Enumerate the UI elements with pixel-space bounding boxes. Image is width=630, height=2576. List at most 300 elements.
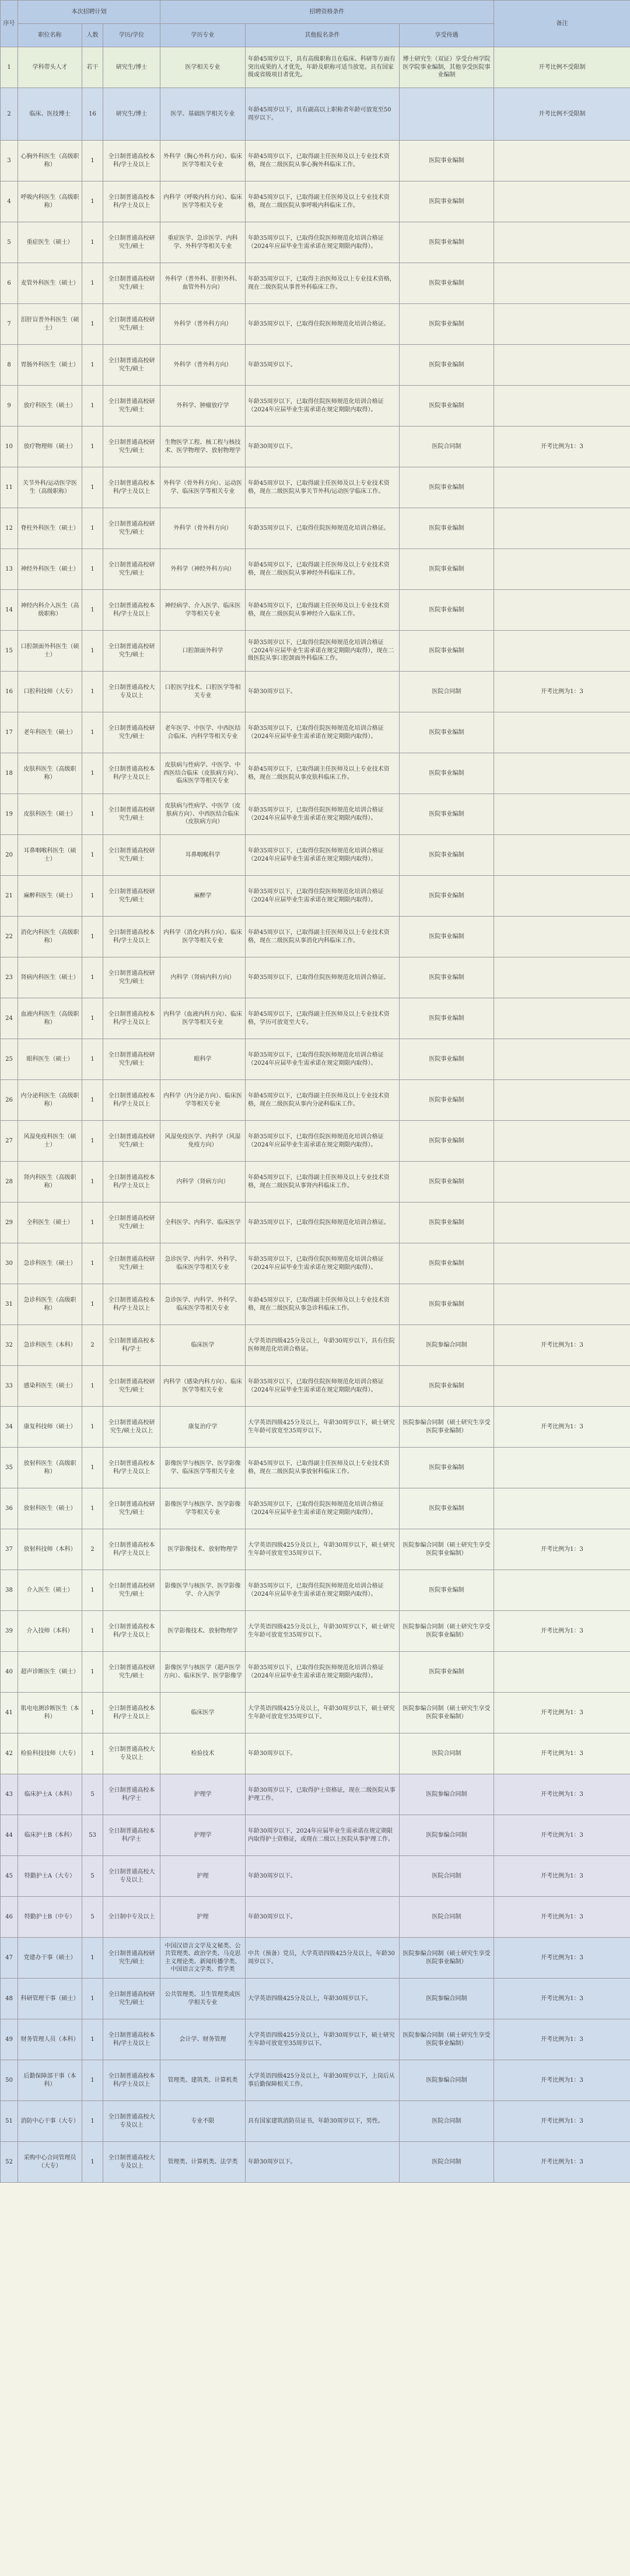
position-name: 介入医生（硕士） bbox=[18, 1570, 82, 1611]
benefit: 医院事业编制 bbox=[400, 1284, 494, 1325]
table-row bbox=[1, 1284, 630, 1325]
table-row bbox=[1, 1243, 630, 1284]
table-row bbox=[1, 1979, 630, 2019]
position-name: 皮肤科医生（硕士） bbox=[18, 794, 82, 835]
table-row bbox=[1, 1080, 630, 1121]
benefit: 医院事业编制 bbox=[400, 917, 494, 957]
benefit: 医院参编合同制 bbox=[400, 2060, 494, 2101]
header-count: 人数 bbox=[82, 24, 103, 47]
remark bbox=[494, 1162, 630, 1203]
major-requirement: 急诊医学、内科学、外科学、临床医学等相关专业 bbox=[160, 1284, 246, 1325]
education-requirement: 全日制普通高校研究生/硕士 bbox=[103, 427, 160, 467]
headcount: 5 bbox=[82, 1897, 103, 1938]
other-conditions: 大学英语四级425分及以上，年龄30周岁以下，硕士研究生年龄可放宽至35周岁以下。 bbox=[246, 1693, 400, 1733]
education-requirement: 全日制普通高校研究生/硕士 bbox=[103, 1938, 160, 1979]
benefit: 医院参编合同制 bbox=[400, 1815, 494, 1856]
position-name: 后勤保障部干事（本科） bbox=[18, 2060, 82, 2101]
major-requirement: 医学、基础医学相关专业 bbox=[160, 88, 246, 141]
education-requirement: 全日制普通高校研究生/硕士 bbox=[103, 549, 160, 590]
position-name: 急诊科医生（硕士） bbox=[18, 1243, 82, 1284]
headcount: 1 bbox=[82, 2142, 103, 2183]
row-number: 19 bbox=[1, 794, 18, 835]
other-conditions: 年龄35周岁以下，已取得住院医师规范化培训合格证。 bbox=[246, 957, 400, 998]
education-requirement: 全日制普通高校本科/学士及以上 bbox=[103, 1529, 160, 1570]
major-requirement: 内科学（呼吸内科方向）、临床医学等相关专业 bbox=[160, 181, 246, 222]
row-number: 32 bbox=[1, 1325, 18, 1366]
benefit: 医院事业编制 bbox=[400, 1162, 494, 1203]
other-conditions: 年龄45周岁以下，具有副高以上职称者年龄可放宽至50周岁以下。 bbox=[246, 88, 400, 141]
row-number: 5 bbox=[1, 222, 18, 263]
major-requirement: 管理类、计算机类、法学类 bbox=[160, 2142, 246, 2183]
education-requirement: 全日制普通高校本科/学士及以上 bbox=[103, 590, 160, 631]
other-conditions: 年龄45周岁以下，已取得副主任医师及以上专业技术资格，现在二级医院从事神经外科临床工作。 bbox=[246, 549, 400, 590]
benefit: 医院参编合同制（硕士研究生享受医院事业编制） bbox=[400, 1611, 494, 1652]
education-requirement: 全日制普通高校研究生/硕士 bbox=[103, 1366, 160, 1407]
other-conditions: 年龄45周岁以下，已取得副主任医师及以上专业技术资格，现在二级医院从事关节外科/运动医学临床工作。 bbox=[246, 467, 400, 508]
other-conditions: 具有国家建筑消防员证书，年龄30周岁以下，男性。 bbox=[246, 2101, 400, 2142]
headcount: 1 bbox=[82, 1448, 103, 1488]
benefit: 医院事业编制 bbox=[400, 222, 494, 263]
remark bbox=[494, 917, 630, 957]
other-conditions: 大学英语四级425分及以上，年龄30周岁以下，硕士研究生年龄可放宽至35周岁以下。 bbox=[246, 1611, 400, 1652]
benefit: 医院事业编制 bbox=[400, 1121, 494, 1162]
major-requirement: 外科学（骨外科方向）、运动医学、临床医学等相关专业 bbox=[160, 467, 246, 508]
header-major: 学历专业 bbox=[160, 24, 246, 47]
position-name: 肾病内科医生（硕士） bbox=[18, 957, 82, 998]
row-number: 25 bbox=[1, 1039, 18, 1080]
education-requirement: 全日制普通高校本科/学士 bbox=[103, 1774, 160, 1815]
major-requirement: 外科学（普外科方向） bbox=[160, 304, 246, 345]
benefit: 医院参编合同制（硕士研究生享受医院事业编制） bbox=[400, 1938, 494, 1979]
other-conditions: 大学英语四级425分及以上，年龄30周岁以下，具有住院医师规范化培训合格证。 bbox=[246, 1325, 400, 1366]
headcount: 1 bbox=[82, 181, 103, 222]
other-conditions: 大学英语四级425分及以上，年龄30周岁以下，硕士研究生年龄可放宽至35周岁以下。 bbox=[246, 1407, 400, 1448]
benefit: 医院事业编制 bbox=[400, 549, 494, 590]
education-requirement: 全日制普通高校本科/学士及以上 bbox=[103, 467, 160, 508]
education-requirement: 全日制普通高校研究生/硕士 bbox=[103, 304, 160, 345]
headcount: 1 bbox=[82, 141, 103, 181]
education-requirement: 全日制普通高校研究生/硕士 bbox=[103, 631, 160, 672]
row-number: 24 bbox=[1, 998, 18, 1039]
headcount: 1 bbox=[82, 1243, 103, 1284]
position-name: 重症医生（硕士） bbox=[18, 222, 82, 263]
headcount: 1 bbox=[82, 1979, 103, 2019]
table-row bbox=[1, 1162, 630, 1203]
major-requirement: 内科学（肾病方向） bbox=[160, 1162, 246, 1203]
table-row bbox=[1, 1325, 630, 1366]
major-requirement: 影像医学与核医学（超声医学方向）、临床医学、医学影像学 bbox=[160, 1652, 246, 1693]
position-name: 耳鼻咽喉科医生（硕士） bbox=[18, 835, 82, 876]
remark: 开考比例为1：3 bbox=[494, 1856, 630, 1897]
row-number: 4 bbox=[1, 181, 18, 222]
table-row bbox=[1, 1815, 630, 1856]
table-row bbox=[1, 753, 630, 794]
other-conditions: 年龄35周岁以下，已取得住院医师规范化培训合格证（2024年应届毕业生需承诺在规定期限内取得）。 bbox=[246, 1652, 400, 1693]
remark: 开考比例不受限制 bbox=[494, 88, 630, 141]
education-requirement: 全日制普通高校研究生/硕士 bbox=[103, 263, 160, 304]
benefit: 医院事业编制 bbox=[400, 386, 494, 427]
table-row bbox=[1, 672, 630, 712]
position-name: 科研管理干事（硕士） bbox=[18, 1979, 82, 2019]
position-name: 口腔颌面外科医生（硕士） bbox=[18, 631, 82, 672]
position-name: 临床护士B（本科） bbox=[18, 1815, 82, 1856]
benefit: 医院事业编制 bbox=[400, 957, 494, 998]
table-row bbox=[1, 222, 630, 263]
other-conditions: 年龄45周岁以下，已取得副主任医师及以上专业技术资格，现在二级医院从事皮肤科临床工作。 bbox=[246, 753, 400, 794]
remark bbox=[494, 1652, 630, 1693]
table-row bbox=[1, 1611, 630, 1652]
other-conditions: 年龄45周岁以下，已取得副主任医师及以上专业技术资格，现在二级医院从事肾内科临床工作。 bbox=[246, 1162, 400, 1203]
headcount: 5 bbox=[82, 1856, 103, 1897]
table-row bbox=[1, 47, 630, 88]
major-requirement: 皮肤病与性病学、中医学、中西医结合临床（皮肤病方向）、临床医学等相关专业 bbox=[160, 753, 246, 794]
education-requirement: 全日制普通高校研究生/硕士 bbox=[103, 1570, 160, 1611]
headcount: 1 bbox=[82, 998, 103, 1039]
position-name: 消防中心干事（大专） bbox=[18, 2101, 82, 2142]
education-requirement: 全日制普通高校研究生/硕士 bbox=[103, 1203, 160, 1243]
table-row bbox=[1, 2060, 630, 2101]
remark: 开考比例为1：3 bbox=[494, 427, 630, 467]
header-benefit: 享受待遇 bbox=[400, 24, 494, 47]
remark: 开考比例为1：3 bbox=[494, 1529, 630, 1570]
major-requirement: 影像医学与核医学、医学影像学、介入医学 bbox=[160, 1570, 246, 1611]
education-requirement: 全日制普通高校本科/学士及以上 bbox=[103, 181, 160, 222]
benefit: 医院事业编制 bbox=[400, 712, 494, 753]
position-name: 神经内科介入医生（高级职称） bbox=[18, 590, 82, 631]
position-name: 麦管外科医生（硕士） bbox=[18, 263, 82, 304]
other-conditions: 年龄35周岁以下，已取得住院医师规范化培训合格证（2024年应届毕业生需承诺在规定期限内取得）。 bbox=[246, 1366, 400, 1407]
row-number: 3 bbox=[1, 141, 18, 181]
row-number: 20 bbox=[1, 835, 18, 876]
education-requirement: 全日制普通高校研究生/硕士 bbox=[103, 957, 160, 998]
row-number: 33 bbox=[1, 1366, 18, 1407]
education-requirement: 全日制普通高校研究生/硕士 bbox=[103, 1979, 160, 2019]
other-conditions: 年龄30周岁以下，2024年应届毕业生需承诺在规定期限内取得护士资格证，或现在二级以上医院从事护理工作。 bbox=[246, 1815, 400, 1856]
major-requirement: 耳鼻咽喉科学 bbox=[160, 835, 246, 876]
remark bbox=[494, 835, 630, 876]
education-requirement: 全日制普通高校研究生/硕士 bbox=[103, 1243, 160, 1284]
benefit: 医院合同制 bbox=[400, 1733, 494, 1774]
headcount: 若干 bbox=[82, 47, 103, 88]
position-name: 特勤护士A（大专） bbox=[18, 1856, 82, 1897]
major-requirement: 急诊医学、内科学、外科学、临床医学等相关专业 bbox=[160, 1243, 246, 1284]
row-number: 27 bbox=[1, 1121, 18, 1162]
remark bbox=[494, 712, 630, 753]
education-requirement: 全日制普通高校本科/学士及以上 bbox=[103, 1448, 160, 1488]
major-requirement: 医学相关专业 bbox=[160, 47, 246, 88]
other-conditions: 年龄35周岁以下，已取得住院医师规范化培训合格证（2024年应届毕业生需承诺在规定期限内取得）。 bbox=[246, 1121, 400, 1162]
benefit: 医院事业编制 bbox=[400, 1039, 494, 1080]
table-row bbox=[1, 345, 630, 386]
position-name: 急诊科医生（本科） bbox=[18, 1325, 82, 1366]
remark bbox=[494, 181, 630, 222]
benefit: 医院事业编制 bbox=[400, 181, 494, 222]
education-requirement: 全日制普通高校研究生/硕士 bbox=[103, 1039, 160, 1080]
major-requirement: 神经病学、介入医学、临床医学等相关专业 bbox=[160, 590, 246, 631]
headcount: 1 bbox=[82, 1488, 103, 1529]
benefit bbox=[400, 88, 494, 141]
other-conditions: 年龄35周岁以下，已取得主治医师及以上专业技术资格，现在二级医院从事普外科临床工作。 bbox=[246, 263, 400, 304]
education-requirement: 全日制普通高校本科/学士及以上 bbox=[103, 2060, 160, 2101]
header-req-group: 招聘资格条件 bbox=[160, 1, 494, 24]
table-row bbox=[1, 1366, 630, 1407]
benefit: 医院合同制 bbox=[400, 2101, 494, 2142]
other-conditions: 年龄45周岁以下，已取得副主任医师及以上专业技术资格，现在二级医院从事神经介入临床工作。 bbox=[246, 590, 400, 631]
remark bbox=[494, 549, 630, 590]
major-requirement: 医学影像技术、放射物理学 bbox=[160, 1611, 246, 1652]
table-row bbox=[1, 1488, 630, 1529]
table-row bbox=[1, 1938, 630, 1979]
major-requirement: 外科学（普外科、肝胆外科、血管外科方向） bbox=[160, 263, 246, 304]
headcount: 1 bbox=[82, 753, 103, 794]
benefit: 医院参编合同制（硕士研究生享受医院事业编制） bbox=[400, 1529, 494, 1570]
remark: 开考比例为1：3 bbox=[494, 1611, 630, 1652]
position-name: 老年科医生（硕士） bbox=[18, 712, 82, 753]
benefit: 医院参编合同制 bbox=[400, 1979, 494, 2019]
other-conditions: 大学英语四级425分及以上，年龄30周岁以下，硕士研究生年龄可放宽至35周岁以下。 bbox=[246, 1529, 400, 1570]
major-requirement: 中国汉语言文学及文秘类、公共管理类、政治学类、马克思主义理论类、新闻传播学类、中国语言文学类、哲学类 bbox=[160, 1938, 246, 1979]
headcount: 1 bbox=[82, 508, 103, 549]
education-requirement: 全日制普通高校本科/学士及以上 bbox=[103, 753, 160, 794]
other-conditions: 年龄30周岁以下。 bbox=[246, 2142, 400, 2183]
major-requirement: 全科医学、内科学、临床医学 bbox=[160, 1203, 246, 1243]
row-number: 31 bbox=[1, 1284, 18, 1325]
row-number: 29 bbox=[1, 1203, 18, 1243]
education-requirement: 全日制普通高校大专及以上 bbox=[103, 1733, 160, 1774]
headcount: 1 bbox=[82, 1407, 103, 1448]
row-number: 12 bbox=[1, 508, 18, 549]
position-name: 关节外科/运动医学医生（高级职称） bbox=[18, 467, 82, 508]
headcount: 1 bbox=[82, 957, 103, 998]
table-row bbox=[1, 1733, 630, 1774]
other-conditions: 年龄35周岁以下，已取得住院医师规范化培训合格证（2024年应届毕业生需承诺在规定期限内取得）。 bbox=[246, 1039, 400, 1080]
headcount: 1 bbox=[82, 1693, 103, 1733]
table-row bbox=[1, 549, 630, 590]
major-requirement: 重症医学、急诊医学、内科学、外科学等相关专业 bbox=[160, 222, 246, 263]
benefit: 医院合同制 bbox=[400, 427, 494, 467]
remark: 开考比例为1：3 bbox=[494, 672, 630, 712]
headcount: 5 bbox=[82, 1774, 103, 1815]
other-conditions: 年龄45周岁以下，已取得副主任医师及以上专业技术资格，现在二级医院从事呼吸内科临床工作。 bbox=[246, 181, 400, 222]
row-number: 22 bbox=[1, 917, 18, 957]
major-requirement: 会计学、财务管理 bbox=[160, 2019, 246, 2060]
benefit: 医院合同制 bbox=[400, 672, 494, 712]
row-number: 16 bbox=[1, 672, 18, 712]
position-name: 眼科医生（硕士） bbox=[18, 1039, 82, 1080]
row-number: 42 bbox=[1, 1733, 18, 1774]
education-requirement: 全日制普通高校本科/学士及以上 bbox=[103, 2019, 160, 2060]
remark bbox=[494, 386, 630, 427]
position-name: 神经外科医生（硕士） bbox=[18, 549, 82, 590]
other-conditions: 年龄30周岁以下。 bbox=[246, 1733, 400, 1774]
benefit: 医院参编合同制（硕士研究生享受医院事业编制） bbox=[400, 1407, 494, 1448]
position-name: 泪肝盲普外科医生（硕士） bbox=[18, 304, 82, 345]
benefit: 医院事业编制 bbox=[400, 1570, 494, 1611]
table-row bbox=[1, 386, 630, 427]
other-conditions: 年龄45周岁以下，已取得副主任医师及以上专业技术资格，现在二级医院从事消化内科临床工作。 bbox=[246, 917, 400, 957]
education-requirement: 全日制普通高校本科/学士及以上 bbox=[103, 1080, 160, 1121]
row-number: 34 bbox=[1, 1407, 18, 1448]
row-number: 23 bbox=[1, 957, 18, 998]
other-conditions: 年龄35周岁以下，已取得住院医师规范化培训合格证（2024年应届毕业生需承诺在规定期限内取得）。 bbox=[246, 1488, 400, 1529]
table-row bbox=[1, 1856, 630, 1897]
headcount: 1 bbox=[82, 1203, 103, 1243]
remark bbox=[494, 1121, 630, 1162]
position-name: 放射科医生（高级职称） bbox=[18, 1448, 82, 1488]
remark bbox=[494, 1039, 630, 1080]
major-requirement: 风湿免疫医学、内科学（风湿免疫方向） bbox=[160, 1121, 246, 1162]
headcount: 1 bbox=[82, 1570, 103, 1611]
other-conditions: 年龄45周岁以下，已取得副主任医师及以上专业技术资格，现在二级医院从事放射科临床工作。 bbox=[246, 1448, 400, 1488]
table-row bbox=[1, 1570, 630, 1611]
remark bbox=[494, 794, 630, 835]
remark bbox=[494, 631, 630, 672]
headcount: 1 bbox=[82, 2101, 103, 2142]
header-other: 其他报名条件 bbox=[246, 24, 400, 47]
headcount: 1 bbox=[82, 1162, 103, 1203]
headcount: 1 bbox=[82, 631, 103, 672]
other-conditions: 年龄45周岁以下，具有高级职称且在临床、科研等方面有突出成果的人才优先，年龄及职称可适当放宽。具有国家级或省级项目者优先。 bbox=[246, 47, 400, 88]
headcount: 1 bbox=[82, 1284, 103, 1325]
benefit: 医院事业编制 bbox=[400, 1366, 494, 1407]
table-row bbox=[1, 998, 630, 1039]
benefit: 医院参编合同制（硕士研究生享受医院事业编制） bbox=[400, 1693, 494, 1733]
headcount: 1 bbox=[82, 1733, 103, 1774]
position-name: 脊柱外科医生（硕士） bbox=[18, 508, 82, 549]
headcount: 1 bbox=[82, 1652, 103, 1693]
benefit: 医院事业编制 bbox=[400, 1488, 494, 1529]
benefit: 医院事业编制 bbox=[400, 345, 494, 386]
other-conditions: 年龄35周岁以下，已取得住院医师规范化培训合格证（2024年应届毕业生需承诺在规定期限内取得）。 bbox=[246, 1570, 400, 1611]
education-requirement: 全日制普通高校大专及以上 bbox=[103, 672, 160, 712]
position-name: 肌电电测诊断医生（本科） bbox=[18, 1693, 82, 1733]
remark bbox=[494, 1203, 630, 1243]
benefit: 医院参编合同制（硕士研究生享受医院事业编制） bbox=[400, 2019, 494, 2060]
major-requirement: 影像医学与核医学、医学影像学等相关专业 bbox=[160, 1488, 246, 1529]
headcount: 1 bbox=[82, 917, 103, 957]
education-requirement: 全日制普通高校本科/学士及以上 bbox=[103, 917, 160, 957]
row-number: 15 bbox=[1, 631, 18, 672]
header-num: 序号 bbox=[1, 1, 18, 47]
major-requirement: 麻醉学 bbox=[160, 876, 246, 917]
position-name: 心胸外科医生（高级职称） bbox=[18, 141, 82, 181]
row-number: 50 bbox=[1, 2060, 18, 2101]
remark bbox=[494, 590, 630, 631]
education-requirement: 研究生/博士 bbox=[103, 88, 160, 141]
remark: 开考比例为1：3 bbox=[494, 1407, 630, 1448]
remark bbox=[494, 1284, 630, 1325]
education-requirement: 全日制普通高校研究生/硕士 bbox=[103, 835, 160, 876]
table-row bbox=[1, 467, 630, 508]
table-row bbox=[1, 1652, 630, 1693]
table-row bbox=[1, 590, 630, 631]
other-conditions: 年龄45周岁以下，已取得副主任医师及以上专业技术资格，现在二级医院从事急诊科临床工作。 bbox=[246, 1284, 400, 1325]
major-requirement: 外科学（胸心外科方向）、临床医学等相关专业 bbox=[160, 141, 246, 181]
headcount: 1 bbox=[82, 222, 103, 263]
education-requirement: 全日制普通高校大专及以上 bbox=[103, 2142, 160, 2183]
position-name: 血液内科医生（高级职称） bbox=[18, 998, 82, 1039]
remark bbox=[494, 467, 630, 508]
position-name: 介入技师（本科） bbox=[18, 1611, 82, 1652]
benefit: 医院事业编制 bbox=[400, 876, 494, 917]
other-conditions: 年龄35周岁以下，已取得住院医师规范化培训合格证。 bbox=[246, 1203, 400, 1243]
remark bbox=[494, 345, 630, 386]
education-requirement: 全日制普通高校本科/学士及以上 bbox=[103, 1611, 160, 1652]
education-requirement: 全日制普通高校研究生/硕士 bbox=[103, 794, 160, 835]
major-requirement: 康复治疗学 bbox=[160, 1407, 246, 1448]
table-row bbox=[1, 181, 630, 222]
major-requirement: 口腔医学技术、口腔医学等相关专业 bbox=[160, 672, 246, 712]
position-name: 皮肤科医生（高级职称） bbox=[18, 753, 82, 794]
benefit: 医院事业编制 bbox=[400, 753, 494, 794]
remark: 开考比例为1：3 bbox=[494, 1815, 630, 1856]
table-row bbox=[1, 1121, 630, 1162]
major-requirement: 老年医学、中医学、中西医结合临床、内科学等相关专业 bbox=[160, 712, 246, 753]
remark bbox=[494, 753, 630, 794]
benefit: 医院事业编制 bbox=[400, 304, 494, 345]
major-requirement: 眼科学 bbox=[160, 1039, 246, 1080]
remark: 开考比例为1：3 bbox=[494, 1733, 630, 1774]
headcount: 1 bbox=[82, 549, 103, 590]
benefit: 医院事业编制 bbox=[400, 631, 494, 672]
table-row bbox=[1, 1693, 630, 1733]
position-name: 检验科技技师（大专） bbox=[18, 1733, 82, 1774]
header-education: 学历/学位 bbox=[103, 24, 160, 47]
remark: 开考比例为1：3 bbox=[494, 2019, 630, 2060]
row-number: 30 bbox=[1, 1243, 18, 1284]
benefit: 医院事业编制 bbox=[400, 1652, 494, 1693]
major-requirement: 管理类、建筑类、计算机类 bbox=[160, 2060, 246, 2101]
row-number: 28 bbox=[1, 1162, 18, 1203]
other-conditions: 大学英语四级425分及以上，年龄30周岁以下，硕士研究生年龄可放宽至35周岁以下。 bbox=[246, 2019, 400, 2060]
table-row bbox=[1, 1407, 630, 1448]
row-number: 36 bbox=[1, 1488, 18, 1529]
major-requirement: 内科学（内分泌方向）、临床医学等相关专业 bbox=[160, 1080, 246, 1121]
major-requirement: 生物医学工程、核工程与核技术、医学物理学、放射物理学 bbox=[160, 427, 246, 467]
row-number: 17 bbox=[1, 712, 18, 753]
other-conditions: 中共（预备）党员，大学英语四级425分及以上，年龄30周岁以下。 bbox=[246, 1938, 400, 1979]
major-requirement: 内科学（肾病内科方向） bbox=[160, 957, 246, 998]
other-conditions: 年龄45周岁以下，已取得副主任医师及以上专业技术资格，学历可放宽至大专。 bbox=[246, 998, 400, 1039]
headcount: 1 bbox=[82, 876, 103, 917]
major-requirement: 护理 bbox=[160, 1897, 246, 1938]
education-requirement: 全日制普通高校研究生/硕士 bbox=[103, 876, 160, 917]
other-conditions: 年龄35周岁以下，已取得住院医师规范化培训合格证（2024年应届毕业生需承诺在规定期限内取得）。 bbox=[246, 1243, 400, 1284]
row-number: 2 bbox=[1, 88, 18, 141]
position-name: 财务管理人员（本科） bbox=[18, 2019, 82, 2060]
remark: 开考比例为1：3 bbox=[494, 1938, 630, 1979]
education-requirement: 全日制普通高校本科/学士 bbox=[103, 1325, 160, 1366]
education-requirement: 全日制普通高校大专及以上 bbox=[103, 1856, 160, 1897]
table-row bbox=[1, 427, 630, 467]
headcount: 53 bbox=[82, 1815, 103, 1856]
row-number: 52 bbox=[1, 2142, 18, 2183]
benefit: 医院事业编制 bbox=[400, 794, 494, 835]
other-conditions: 年龄45周岁以下，已取得副主任医师及以上专业技术资格，现在二级医院从事内分泌科临床工作。 bbox=[246, 1080, 400, 1121]
headcount: 1 bbox=[82, 1039, 103, 1080]
other-conditions: 年龄35周岁以下。 bbox=[246, 345, 400, 386]
row-number: 46 bbox=[1, 1897, 18, 1938]
remark: 开考比例为1：3 bbox=[494, 2101, 630, 2142]
other-conditions: 年龄35周岁以下，已取得住院医师规范化培训合格证（2024年应届毕业生需承诺在规定期限内取得）。 bbox=[246, 222, 400, 263]
table-row bbox=[1, 141, 630, 181]
headcount: 1 bbox=[82, 835, 103, 876]
table-row bbox=[1, 508, 630, 549]
row-number: 47 bbox=[1, 1938, 18, 1979]
position-name: 胃肠外科医生（硕士） bbox=[18, 345, 82, 386]
education-requirement: 全日制普通高校本科/学士及以上 bbox=[103, 998, 160, 1039]
headcount: 1 bbox=[82, 345, 103, 386]
